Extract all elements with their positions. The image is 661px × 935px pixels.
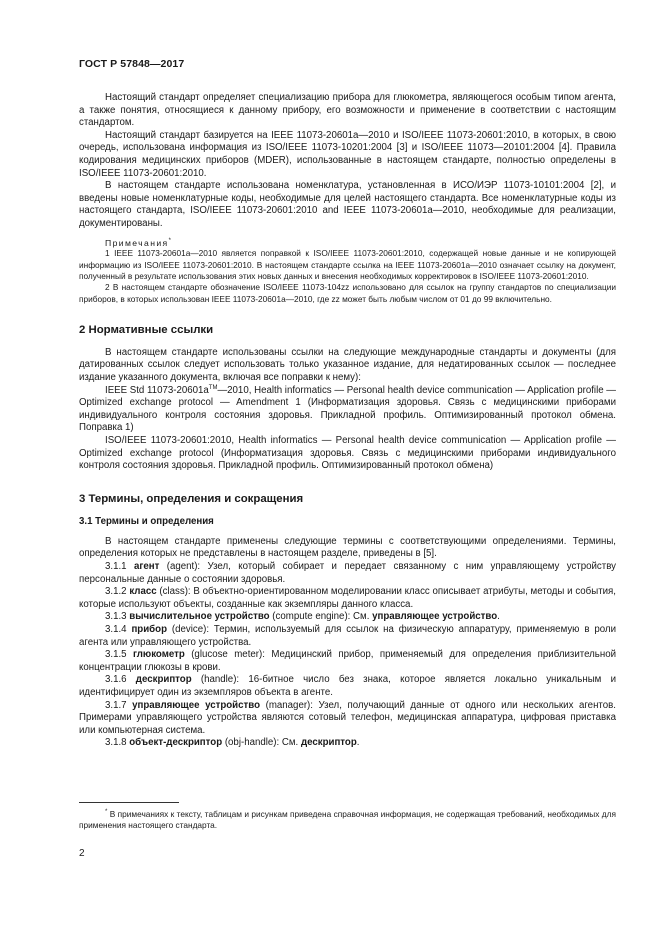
term-definition: (obj-handle): См. — [222, 737, 301, 749]
section-3-1-intro: В настоящем стандарте применены следующие термины с соответствующими определениями. Термины, определения которых не представлены в настоящем разделе, приведены в [5]. — [79, 535, 616, 560]
term-definition: (manager): Узел, получающий данные от одного или нескольких агентов. Примерами управляющего устройства являются сотовый телефон, медицинская аппаратура, цифровая приставка или компьютерная система. — [79, 699, 616, 736]
reference-1-text: —2010, Health informatics — Personal health device communication — Application profile — Optimized exchange protocol — Amendment 1 (Информатизация здоровья. Связь с медицинскими приборами индивидуального контроля состояния здоровья. Прикладной профиль. Оптимизированный протокол обмена. Поправка 1) — [79, 384, 616, 434]
term-name: агент — [133, 561, 160, 572]
intro-paragraph-3: В настоящем стандарте использована номенклатура, установленная в ИСО/ИЭР 11073-10101:2004 [2], и введены новые номенклатурные коды, необходимые для целей настоящего стандарта. Все номенклатурные коды из настоящего стандарта, ISO/IEEE 11073-20601:2010 and IEEE 11073-20601a—2010, необходимые для реализации, документированы. — [79, 180, 616, 229]
term-name: управляющее устройство — [132, 699, 261, 711]
page-number: 2 — [79, 848, 85, 859]
intro-paragraph-2: Настоящий стандарт базируется на IEEE 11073-20601a—2010 и ISO/IEEE 11073-20601:2010, в которых, в свою очередь, использована информация из ISO/IEEE 11073-10201:2004 [3] и ISO/IEEE 11073—20101:2004 [4]. Правила кодирования медицинских приборов (MDER), использованные в настоящем стандарте, полностью определены в ISO/IEEE 11073-20601:2010. — [79, 129, 616, 179]
normative-reference-2: ISO/IEEE 11073-20601:2010, Health informatics — Personal health device communication — Application profile — Optimized exchange protocol (Информатизация здоровья. Связь с медицинскими приборами индивидуального контроля состояния здоровья. Прикладной профиль. Оптимизированный протокол обмена) — [79, 435, 616, 472]
term-definition: (compute engine): См. — [269, 611, 373, 623]
term-3-1-7 — [79, 700, 616, 738]
notes-footnote-mark: * — [168, 237, 171, 244]
term-3-1-8 — [79, 737, 616, 750]
term-tail: . — [356, 737, 360, 749]
term-name: объект-дескриптор — [129, 737, 223, 749]
term-definition: (device): Термин, используемый для ссылок на физическую аппаратуру, применяемую в роли агента или управляющего устройства. — [79, 623, 616, 648]
note-2: 2 В настоящем стандарте обозначение ISO/IEEE 11073-104zz использовано для ссылок на группу стандартов по специализации приборов, в которых использован IEEE 11073-20601a—2010, где zz может быть любым числом от 01 до 99 включительно. — [79, 282, 616, 304]
term-number: 3.1.8 — [105, 737, 130, 749]
term-3-1-2 — [79, 586, 616, 611]
subsection-3-1-title: 3.1 Термины и определения — [79, 515, 214, 527]
term-number: 3.1.4 — [105, 623, 132, 635]
footnote — [79, 807, 616, 831]
section-3-title: 3 Термины, определения и сокращения — [79, 492, 304, 505]
term-tail: . — [497, 611, 500, 623]
term-number: 3.1.7 — [105, 699, 133, 711]
term-number: 3.1.3 — [105, 611, 130, 623]
term-definition: (class): В объектно-ориентированном моделировании класс описывает атрибуты, методы и события, которые используют объекты, созданные как экземпляры данного класса. — [79, 586, 616, 610]
term-name: класс — [129, 586, 157, 598]
term-number: 3.1.5 — [105, 649, 133, 661]
term-3-1-6 — [79, 674, 616, 699]
section-2-title: 2 Нормативные ссылки — [79, 323, 214, 336]
footnote-text: В примечаниях к тексту, таблицам и рисункам приведена справочная информация, не содержащая требований, необходимых для применения настоящего стандарта. — [79, 808, 616, 831]
section-2-intro: В настоящем стандарте использованы ссылки на следующие международные стандарты и документы (для датированных ссылок следует использовать только указанное издание, для недатированных ссылок — последнее издание указанного документа, включая все поправки к нему): — [79, 346, 616, 384]
term-name: глюкометр — [132, 649, 185, 661]
term-3-1-4 — [79, 624, 616, 649]
term-3-1-1 — [79, 561, 616, 586]
term-definition: (agent): Узел, который собирает и передает связанному с ним управляющему устройству персональные данные о состоянии здоровья. — [79, 561, 616, 585]
term-definition: (glucose meter): Медицинский прибор, применяемый для определения приблизительной концентрации глюкозы в крови. — [79, 649, 616, 673]
term-3-1-5 — [79, 649, 616, 674]
term-number: 3.1.6 — [105, 674, 136, 686]
normative-reference-1 — [79, 385, 616, 435]
term-name: прибор — [131, 623, 167, 635]
term-cross-reference: управляющее устройство — [372, 611, 498, 623]
term-number: 3.1.2 — [105, 586, 130, 598]
term-definition: (handle): 16-битное число без знака, которое является локально уникальным и идентифицирует один из экземпляров объекта в агенте. — [79, 674, 616, 698]
trademark-mark: TM — [208, 384, 218, 391]
term-3-1-3 — [79, 611, 616, 624]
note-1: 1 IEEE 11073-20601a—2010 является поправкой к ISO/IEEE 11073-20601:2010, содержащей новые данные и не копирующей информацию из ISO/IEEE 11073-20601:2010. В настоящем стандарте ссылка на IEEE 11073-20601a—2010 означает ссылку на документ, полученный в результате использования этих новых данных и внесения необходимых корректировок в ISO/IEEE 11073-20601:2010. — [79, 248, 616, 281]
footnote-separator — [79, 802, 179, 803]
term-number: 3.1.1 — [105, 561, 134, 572]
notes-heading — [79, 235, 616, 249]
page-content — [79, 92, 616, 750]
term-name: вычислительное устройство — [129, 611, 270, 623]
footnote-mark: * — [105, 809, 108, 815]
term-cross-reference: дескриптор — [300, 737, 357, 749]
document-code-header: ГОСТ Р 57848—2017 — [79, 58, 185, 70]
intro-paragraph-1: Настоящий стандарт определяет специализацию прибора для глюкометра, являющегося особым типом агента, а также понятия, относящиеся к данному прибору, его возможности и применение в соответствии с настоящим стандартом. — [79, 92, 616, 129]
reference-1-code: IEEE Std 11073-20601a — [105, 384, 209, 396]
term-name: дескриптор — [135, 674, 192, 686]
notes-label: Примечания — [105, 237, 169, 248]
